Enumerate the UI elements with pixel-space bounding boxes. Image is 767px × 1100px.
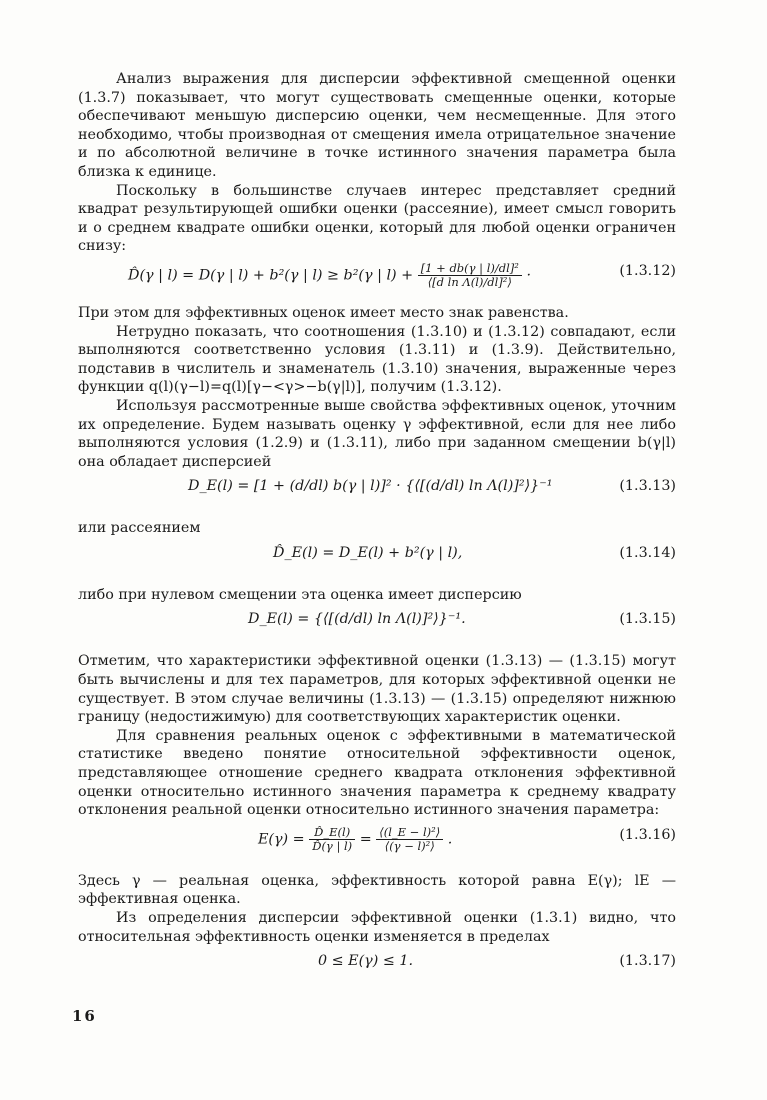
eq16-numerator-2: ⟨(l_E − l)²⟩ [376,826,443,840]
equation-1-3-14 [78,544,676,580]
eq13-formula: D_E(l) = [1 + (d/dl) b(γ | l)]² · {⟨[(d/dl) ln Λ(l)]²⟩}⁻¹ [188,478,553,495]
paragraph-5: Используя рассмотренные выше свойства эффективных оценок, уточним их определение. Будем называть оценку γ эффективной, если для нее либо выполняются условия (1.2.9) и (1.3.11), либо при заданном смещении b(γ|l) она обладает дисперсией [78,397,676,470]
equation-1-3-13 [78,477,676,513]
paragraph-2: Поскольку в большинстве случаев интерес представляет средний квадрат результирующей ошибки оценки (рассеяние), имеет смысл говорить и о среднем квадрате ошибки оценки, который для любой оценки ограничен снизу: [78,182,676,255]
eq17-formula: 0 ≤ E(γ) ≤ 1. [318,953,414,970]
page-body [78,70,676,984]
eq17-label: (1.3.17) [619,953,676,970]
eq12-denominator: ⟨[d ln Λ(l)/dl]²⟩ [427,274,512,289]
eq12-tail: · [526,267,531,284]
eq16-numerator-1: D̂_E(l) [309,826,355,840]
paragraph-9: Для сравнения реальных оценок с эффективными в математической статистике введено понятие относительной эффективности оценок, представляющее отношение среднего квадрата отклонения эффективной оценки относительно истинного значения параметра к среднему квадрату отклонения реальной оценки относительно истинного значения параметра: [78,727,676,819]
eq14-label: (1.3.14) [619,544,676,561]
paragraph-10: Здесь γ — реальная оценка, эффективность которой равна E(γ); lE — эффективная оценка. [78,872,676,908]
equation-1-3-16 [78,826,676,866]
eq16-lhs: E(γ) = [258,831,310,848]
paragraph-8: Отметим, что характеристики эффективной оценки (1.3.13) — (1.3.15) могут быть вычислены и для тех параметров, для которых эффективной оценки не существует. В этом случае величины (1.3.13) — (1.3.15) определяют нижнюю границу (недостижимую) для соответствующих характеристик оценки. [78,653,676,726]
eq12-label: (1.3.12) [619,262,676,279]
eq16-tail: . [447,831,453,848]
equation-1-3-15 [78,610,676,646]
eq16-denominator-1: D̂(γ | l) [312,838,353,853]
paragraph-3: При этом для эффективных оценок имеет место знак равенства. [78,304,569,321]
eq16-label: (1.3.16) [619,826,676,843]
eq15-formula: D_E(l) = {⟨[(d/dl) ln Λ(l)]²⟩}⁻¹. [248,611,466,628]
eq12-lhs: D̂(γ | l) = D(γ | l) + b²(γ | l) ≥ b²(γ | l) + [128,267,418,284]
eq12-numerator: [1 + db(γ | l)/dl]² [418,262,522,276]
eq16-fraction-1 [309,826,355,853]
equation-1-3-17 [78,952,676,978]
eq12-fraction [418,262,522,289]
eq16-fraction-2 [376,826,443,853]
paragraph-4: Нетрудно показать, что соотношения (1.3.10) и (1.3.12) совпадают, если выполняются соответственно условия (1.3.11) и (1.3.9). Действительно, подставив в числитель и знаменатель (1.3.10) значения, выраженные через функции q(l)(γ−l)=q(l)[γ−<γ>−b(γ|l)], получим (1.3.12). [78,323,676,396]
eq16-mid: = [359,831,377,848]
equation-1-3-12 [78,262,676,298]
page-number: 16 [72,1007,97,1025]
eq14-formula: D̂_E(l) = D_E(l) + b²(γ | l), [273,544,463,561]
eq16-denominator-2: ⟨(γ − l)²⟩ [384,838,435,853]
eq15-label: (1.3.15) [619,611,676,628]
paragraph-7: либо при нулевом смещении эта оценка имеет дисперсию [78,586,522,603]
paragraph-1: Анализ выражения для дисперсии эффективной смещенной оценки (1.3.7) показывает, что могут существовать смещенные оценки, которые обеспечивают меньшую дисперсию оценки, чем несмещенные. Для этого необходимо, чтобы производная от смещения имела отрицательное значение и по абсолютной величине в точке истинного значения параметра была близка к единице. [78,71,676,180]
paragraph-11: Из определения дисперсии эффективной оценки (1.3.1) видно, что относительная эффективность оценки изменяется в пределах [78,910,676,945]
paragraph-6: или рассеянием [78,520,201,537]
eq13-label: (1.3.13) [619,478,676,495]
